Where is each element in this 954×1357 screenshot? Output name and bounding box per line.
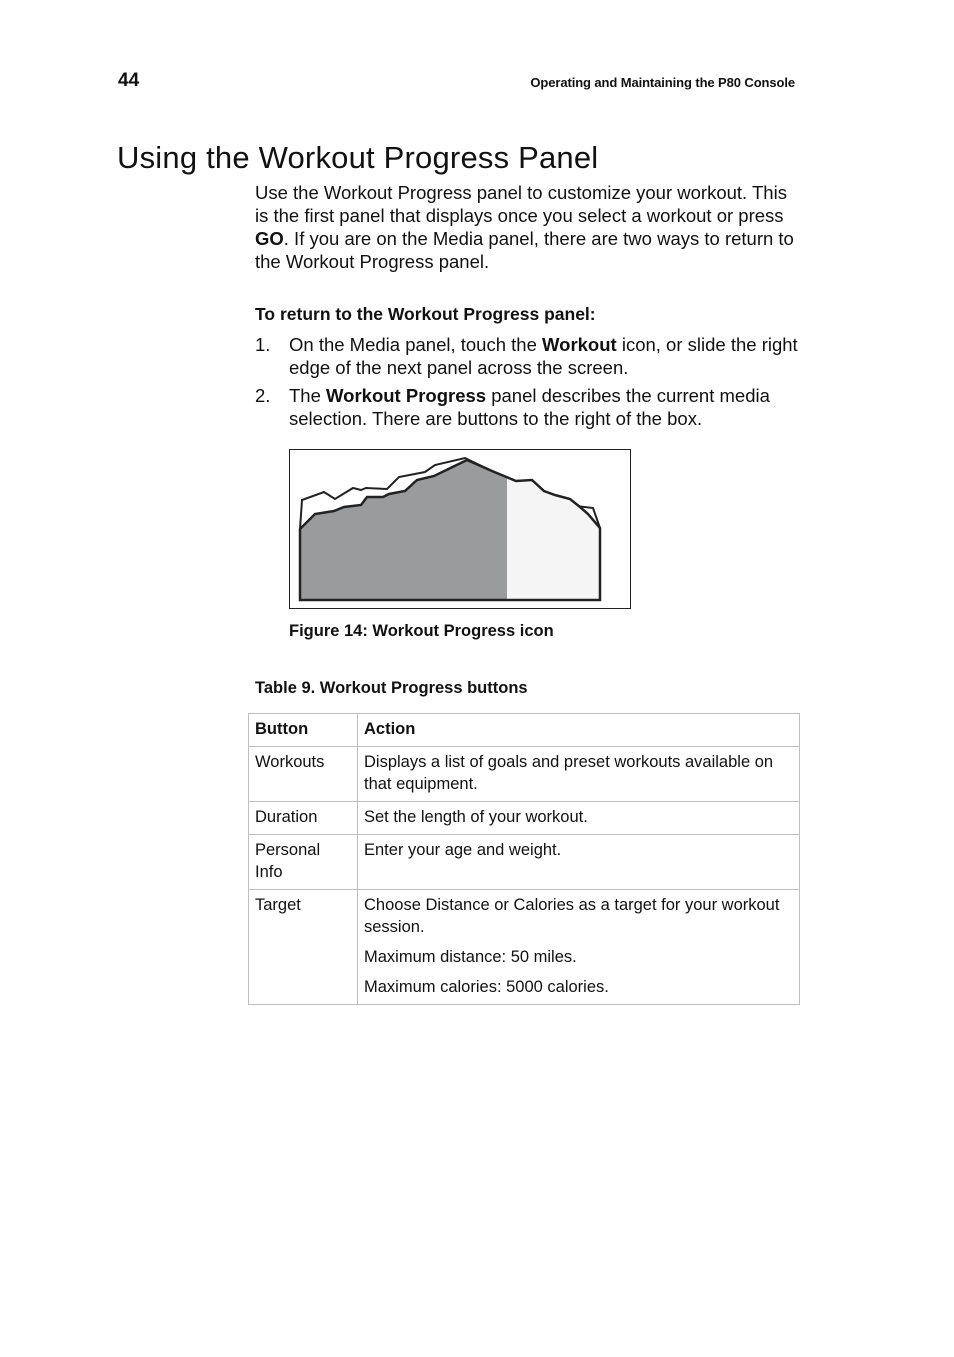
action-cell: [358, 890, 800, 1005]
go-keyword: GO: [255, 228, 284, 249]
table-row: [249, 802, 800, 835]
button-cell: Duration: [249, 802, 358, 835]
action-text: Set the length of your workout.: [364, 808, 588, 826]
figure-caption: Figure 14: Workout Progress icon: [289, 622, 554, 640]
action-text: Displays a list of goals and preset workouts available on that equipment.: [364, 753, 774, 793]
intro-paragraph: [255, 181, 800, 273]
table-row: [249, 747, 800, 802]
step-bold-term: Workout: [542, 334, 617, 355]
action-text: Choose Distance or Calories as a target for your workout session.: [364, 896, 780, 936]
step-text-pre: The: [289, 385, 327, 406]
workout-progress-figure: [289, 449, 631, 609]
step-item: [255, 333, 800, 379]
workout-progress-buttons-table: [248, 713, 800, 1005]
action-cell: [358, 835, 800, 890]
action-cell: [358, 802, 800, 835]
step-text-post: panel describes the current media selection. There are buttons to the right of the box.: [289, 385, 770, 429]
completed-area: [300, 450, 507, 608]
step-text-post: icon, or slide the right edge of the next panel across the screen.: [289, 334, 798, 378]
table-header-row: [249, 714, 800, 747]
procedure-heading: To return to the Workout Progress panel:: [255, 304, 596, 324]
button-cell: Workouts: [249, 747, 358, 802]
step-bold-term: Workout Progress: [326, 385, 487, 406]
intro-text-1: Use the Workout Progress panel to customize your workout. This is the first panel that displays once you select a workout or press: [255, 182, 787, 226]
header-button: Button: [249, 714, 358, 747]
step-item: [255, 384, 800, 430]
step-number: 1.: [255, 334, 271, 355]
table-row: [249, 890, 800, 1005]
header-action: Action: [358, 714, 800, 747]
intro-text-2: . If you are on the Media panel, there are two ways to return to the Workout Progress panel.: [255, 228, 794, 272]
workout-progress-icon: [290, 450, 630, 608]
procedure-steps: [255, 333, 800, 435]
running-header: Operating and Maintaining the P80 Console: [530, 75, 795, 90]
page-number: 44: [118, 70, 140, 91]
step-text-pre: On the Media panel, touch the: [289, 334, 543, 355]
action-cell: [358, 747, 800, 802]
button-cell: Personal Info: [249, 835, 358, 890]
action-text: Enter your age and weight.: [364, 841, 562, 859]
step-number: 2.: [255, 385, 271, 406]
table-row: [249, 835, 800, 890]
button-cell: Target: [249, 890, 358, 1005]
action-text: Maximum calories: 5000 calories.: [364, 978, 609, 996]
table-caption: Table 9. Workout Progress buttons: [255, 679, 528, 697]
section-title: Using the Workout Progress Panel: [117, 140, 599, 175]
action-text: Maximum distance: 50 miles.: [364, 948, 577, 966]
